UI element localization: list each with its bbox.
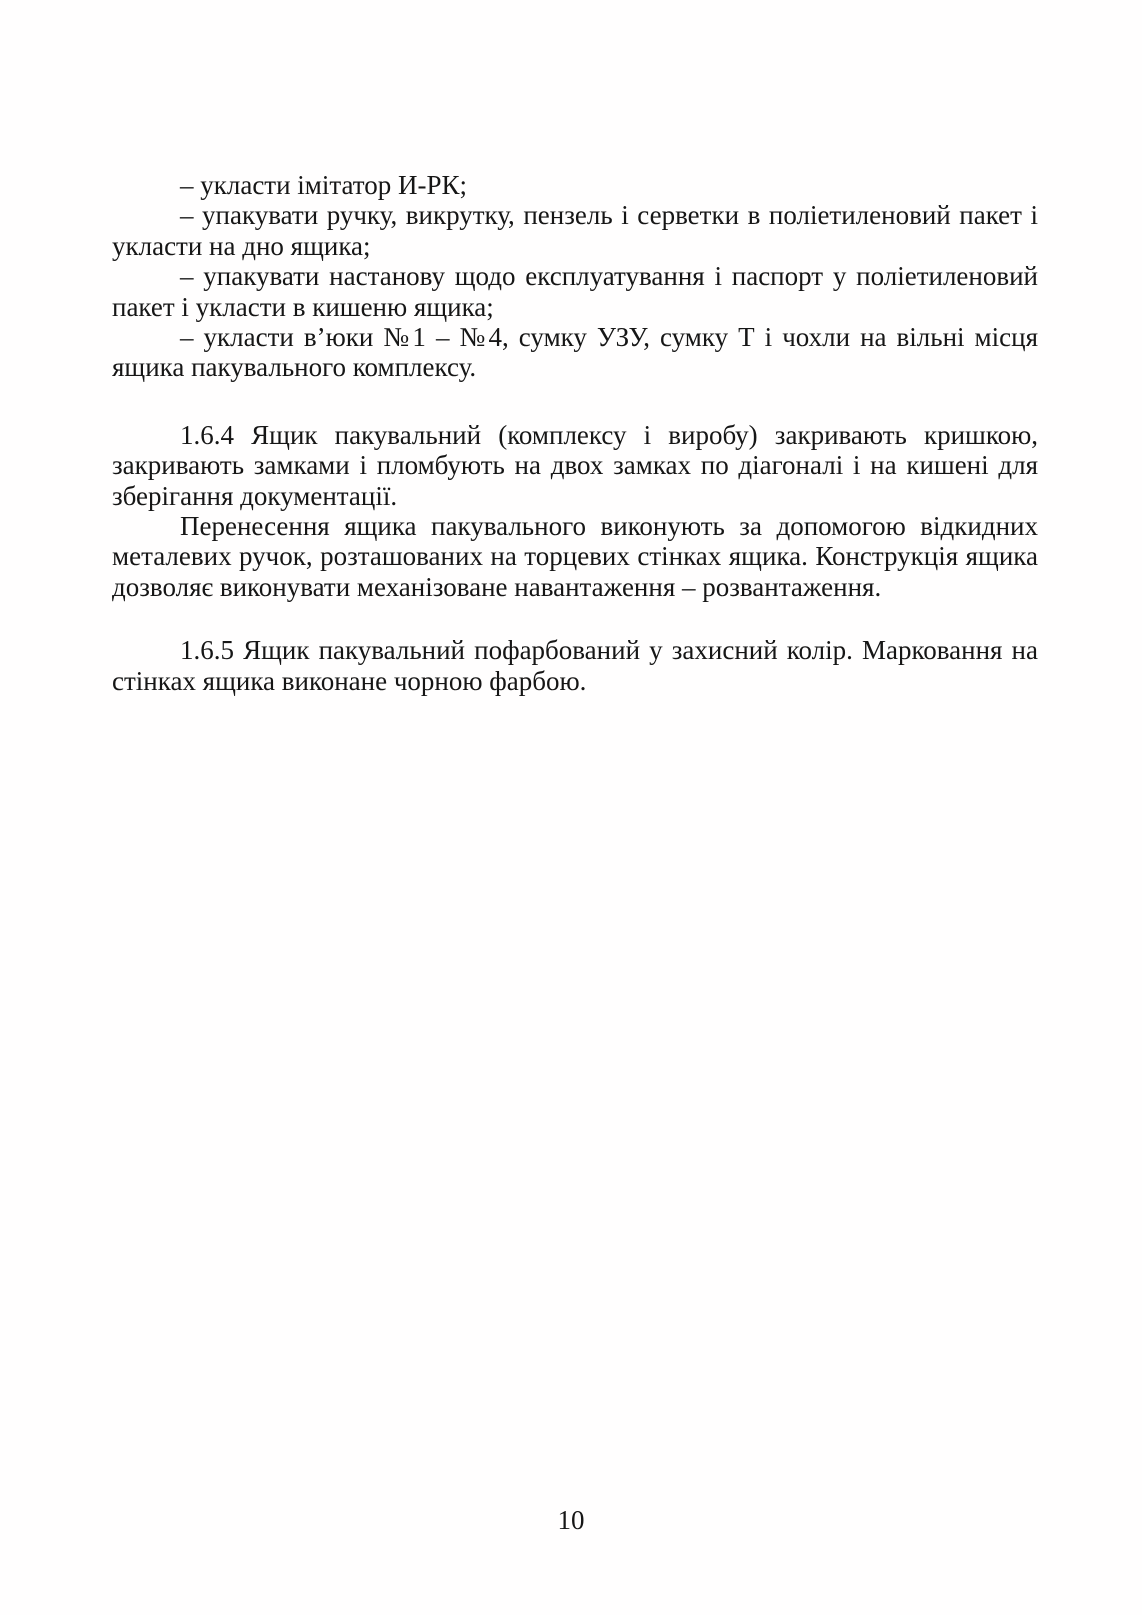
list-item-imitator: – укласти імітатор И-РК; [180,170,468,200]
list-item-pack-tools: – упакувати ручку, викрутку, пензель і серветки в поліетиленовий пакет і укласти на дно ящика; [112,200,1038,261]
list-item-pack-manual: – упакувати настанову щодо експлуатування і паспорт у поліетиленовий пакет і укласти в кишеню ящика; [112,261,1038,322]
paragraph-1-6-4-carrying: Перенесення ящика пакувального виконують за допомогою відкидних металевих ручок, розташованих на торцевих стінках ящика. Конструкція ящика дозволяє виконувати механізоване навантаження – розвантаження. [112,511,1038,602]
page-number: 10 [557,1505,585,1535]
page-body [112,170,1038,696]
paragraph-1-6-5: 1.6.5 Ящик пакувальний пофарбований у захисний колір. Марковання на стінках ящика виконане чорною фарбою. [112,635,1038,696]
list-item-pack-vyuky: – укласти в’юки №1 – №4, сумку УЗУ, сумку Т і чохли на вільні місця ящика пакувального комплексу. [112,322,1038,383]
paragraph-1-6-4: 1.6.4 Ящик пакувальний (комплексу і виробу) закривають кришкою, закривають замками і пломбують на двох замках по діагоналі і на кишені для зберігання документації. [112,419,1038,511]
